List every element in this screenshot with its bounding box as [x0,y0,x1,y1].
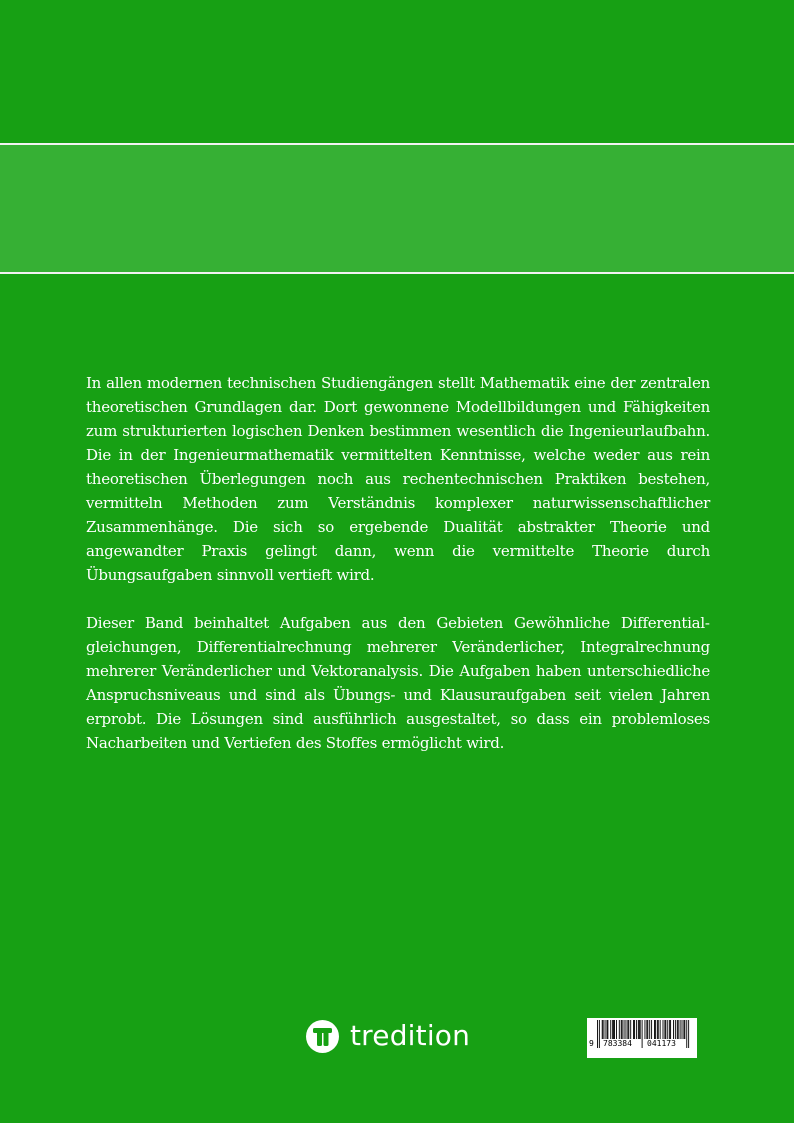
barcode-bar [610,1020,611,1039]
barcode-bar [612,1020,613,1039]
barcode-bar [669,1020,670,1039]
barcode-bar [660,1020,661,1039]
barcode-bar [688,1020,689,1048]
barcode-bar [602,1020,603,1039]
barcode-bar [621,1020,622,1039]
barcode-prefix-digit: 9 [589,1039,594,1048]
isbn-barcode [587,1018,697,1058]
barcode-bar [646,1020,647,1039]
barcode-bar [651,1020,652,1039]
barcode-bar [654,1020,655,1039]
barcode-bar [619,1020,620,1039]
barcode-bar [657,1020,658,1039]
barcode-bar [682,1020,683,1039]
barcode-bar [640,1020,641,1039]
barcode-bar [638,1020,639,1039]
barcode-bar [607,1020,608,1039]
barcode-bar [678,1020,679,1039]
publisher-logo [306,1018,470,1054]
barcode-bar [613,1020,614,1039]
back-cover-text [86,371,710,779]
barcode-bar [673,1020,674,1039]
barcode-bar [642,1020,643,1048]
barcode-bar [628,1020,629,1039]
barcode-bar [647,1020,648,1039]
barcode-bar [684,1020,685,1039]
barcode-right-digits: 041173 [647,1039,676,1048]
barcode-bar [675,1020,676,1039]
barcode-bar [634,1020,635,1039]
tredition-logo-icon [306,1020,339,1053]
barcode-bar [645,1020,646,1039]
barcode-bar [655,1020,656,1039]
barcode-bar [670,1020,671,1039]
barcode-bar [626,1020,627,1039]
barcode-bar [665,1020,666,1039]
barcode-bar [686,1020,687,1048]
blurb-paragraph-2: Dieser Band beinhaltet Aufgaben aus den Gebieten Gewöhnliche Differentialgleichungen, Differentialrechnung mehrerer Veränderlicher, Integralrechnung mehrerer Veränderlicher und Vektoranalysis. Die Aufgaben haben unterschiedliche Anspruchsniveaus und sind als Übungs- und Klausuraufgaben seit vielen Jahren erprobt. Die Lösungen sind ausführlich ausgestaltet, so dass ein problemloses Nacharbeiten und Vertiefen des Stoffes ermöglicht wird. [86,614,710,752]
barcode-bar [639,1020,640,1039]
barcode-bar [649,1020,650,1039]
barcode-bar [683,1020,684,1039]
barcode-bar [599,1020,600,1048]
barcode-bar [616,1020,617,1039]
barcode-bar [677,1020,678,1039]
blurb-paragraph-1: In allen modernen technischen Studiengängen stellt Mathematik eine der zentralen theoretischen Grundlagen dar. Dort gewonnene Modellbildungen und Fähigkeiten zum strukturierten logischen Denken bestimmen wesentlich die Ingenieurlaufbahn. Die in der Ingenieurmathematik vermittelten Kenntnisse, welche weder aus rein theoretischen Überlegungen noch aus rechentechnischen Praktiken bestehen, vermitteln Methoden zum Verständnis komplexer naturwissenschaftlicher Zusammenhänge. Die sich so ergebende Dualität abstrakter Theorie und angewandter Praxis gelingt dann, wenn die vermittelte Theorie durch Übungsaufgaben sinnvoll vertieft wird. [86,374,710,584]
barcode-bar [680,1020,681,1039]
barcode-left-digits: 783384 [603,1039,632,1048]
cover-stripe [0,143,794,274]
publisher-name: tredition [350,1019,471,1052]
barcode-bar [664,1020,665,1039]
barcode-bar [622,1020,623,1039]
barcode-bar [603,1020,604,1039]
barcode-bar [627,1020,628,1039]
barcode-bar [667,1020,668,1039]
barcode-bar [624,1020,625,1039]
barcode-bar [633,1020,634,1039]
barcode-bar [607,1020,608,1039]
barcode-bar [614,1020,615,1039]
barcode-bar [658,1020,659,1039]
barcode-bar [663,1020,664,1039]
barcode-bar [636,1020,637,1039]
barcode-bar [597,1020,598,1048]
barcode-bar [605,1020,606,1039]
barcode-bar [630,1020,631,1039]
